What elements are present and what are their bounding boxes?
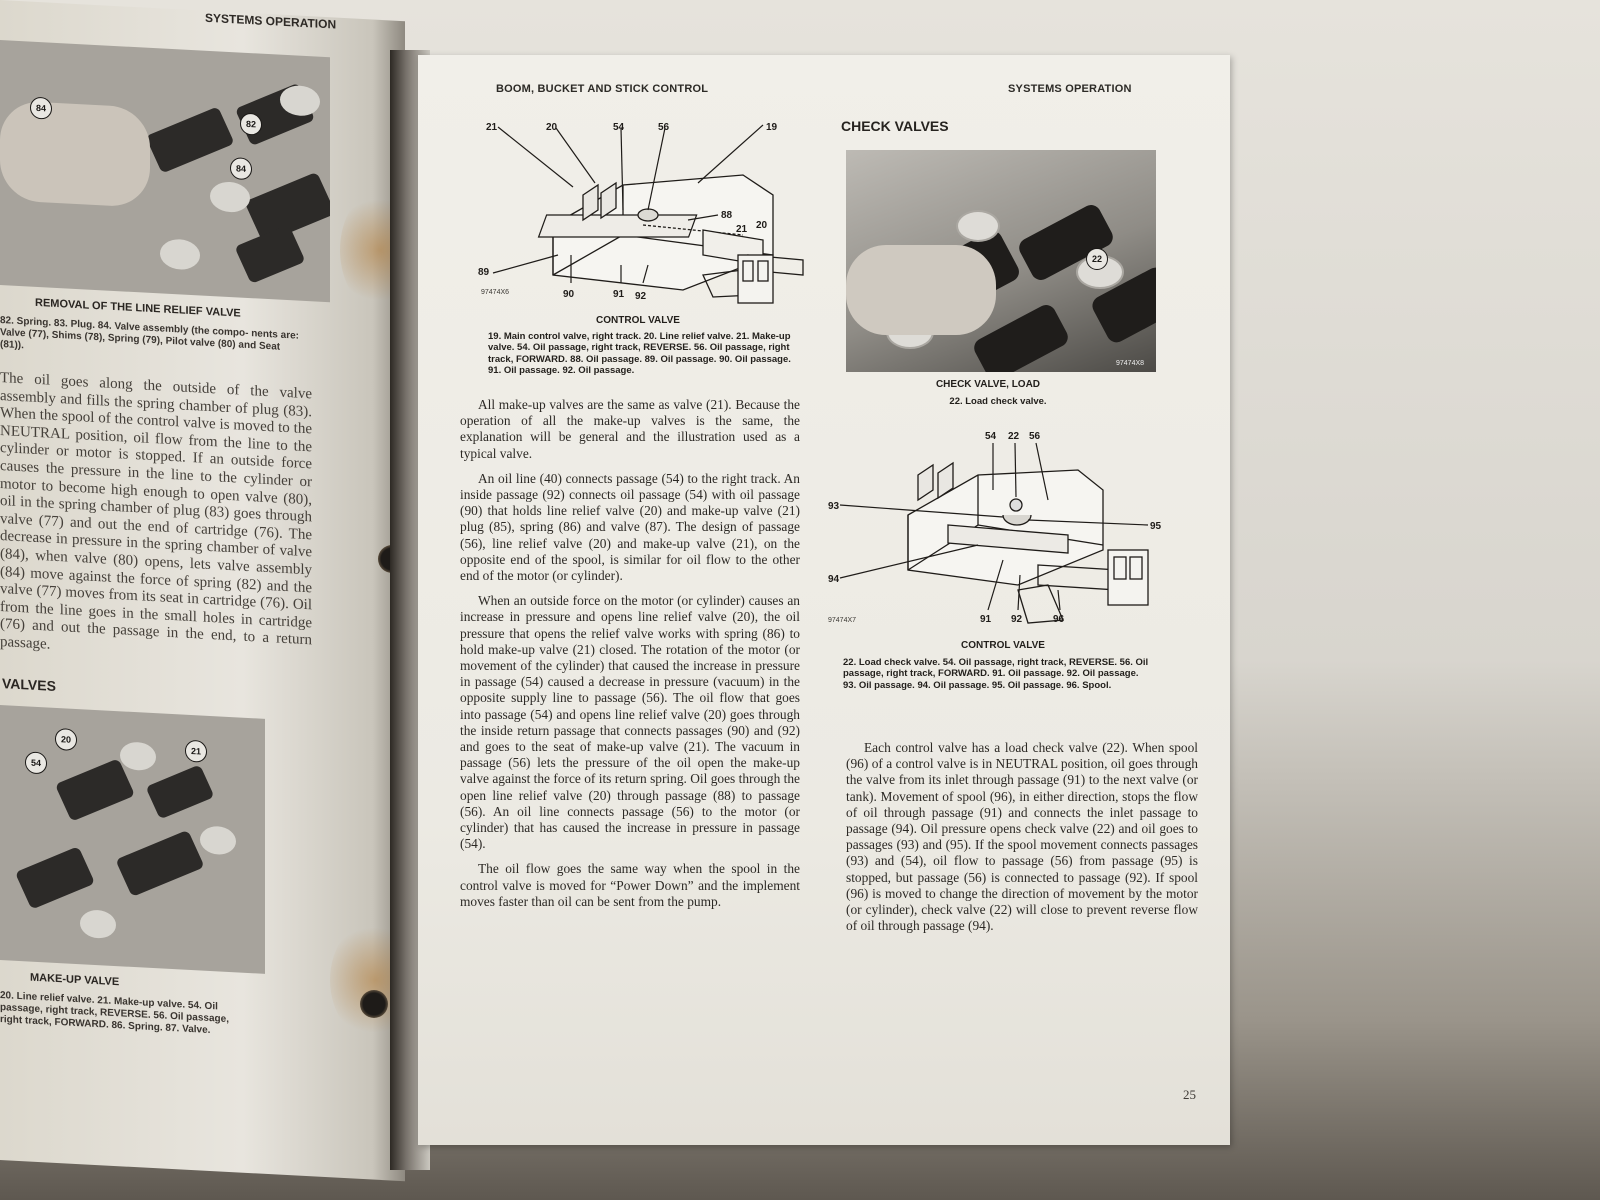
paragraph: When an outside force on the motor (or cylinder) causes an increase in pressure and opens line relief valve (20), the oil pressure that opens the relief valve works with spring (86) to hold make-up valve (21) closed. The rotation of the motor (or movement of the cylinder) that caused the increase in pressure in passage (54) caused a decrease in pressure (vacuum) in the opposite supply line to passage (56). The oil flow that goes into passage (54) and opens line relief valve (20) goes through the inside return passage that connects passages (90) and (92) and goes to the seat of make-up valve (21). The vacuum in passage (56) lets the pressure of the oil open the make-up valve against the force of its return spring. Oil goes through the open line relief valve (20) through passage (88) to passage (56). An oil line connects passage (56) to the motor (or cylinder) that has caused the increase in pressure in passage (54). (460, 593, 800, 852)
fig2-label-95: 95 (1150, 521, 1162, 532)
fig2-label-54: 54 (985, 431, 997, 442)
fig2-caption: 22. Load check valve. 54. Oil passage, right track, REVERSE. 56. Oil passage, right track, FORWARD. 91. Oil passage. 92. Oil passage. 93. Oil passage. 94. Oil passage. 95. Oil passage. 96. Spool. (843, 657, 1149, 691)
photo-title: CHECK VALVE, LOAD (935, 379, 1041, 390)
relief-valve-removal-photo (0, 40, 330, 302)
paragraph: The oil flow goes the same way when the spool in the control valve is moved for “Power Down” and the implement moves faster than oil can be sent from the pump. (460, 861, 800, 909)
fig1-label-19: 19 (766, 122, 778, 133)
fig1-label-21b: 21 (736, 224, 748, 235)
fig2-label-92: 92 (1011, 614, 1023, 625)
paragraph: An oil line (40) connects passage (54) to the right track. An inside passage (92) connects oil passage (54) with oil passage (90) that holds line relief valve (20) and make-up valve (21) plug (85), spring (86) and valve (87). The design of passage (56), line relief valve (20) and make-up valve (21), on the opposite end of the spool, is similar for oil flow to the other end of the motor (or cylinder). (460, 470, 800, 584)
control-valve-figure-1 (473, 115, 833, 375)
fig1-label-20: 20 (546, 122, 558, 133)
fig1-title: CONTROL VALVE (596, 315, 680, 326)
left-page-header: SYSTEMS OPERATION (205, 10, 337, 32)
photo-caption: 22. Load check valve. (949, 396, 1047, 407)
left-body-text: The oil goes along the outside of the valve assembly and fills the spring chamber of plug (83). When the spool of the control valve is moved to the NEUTRAL position, oil flow from the line to the cylinder or motor is stopped. If an outside force causes the pressure in the line to the cylinder or motor to become high enough to open valve (80), oil in the spring chamber of plug (83) goes through valve (77) and out the end of cartridge (76). The decrease in pressure in the spring chamber of valve (84), when valve (80) opens, lets valve assembly (84) move against the force of spring (82) and the valve (77) moves from its seat in cartridge (76). Oil from the line goes in the small holes in cartridge (76) and out the passage in the end, to a return passage. (0, 370, 312, 653)
fig2-label-94: 94 (828, 574, 840, 585)
callout-20: 20 (55, 728, 77, 751)
fig1-caption: 19. Main control valve, right track. 20. Line relief valve. 21. Make-up valve. 54. Oil passage, right track, REVERSE. 56. Oil passage, right track, FORWARD. 88. Oil passage. 89. Oil passage. 90. Oil passage. 91. Oil passage. 92. Oil passage. (488, 331, 791, 377)
running-header-right: SYSTEMS OPERATION (1008, 83, 1132, 95)
fig2-label-22: 22 (1008, 431, 1020, 442)
left-fig1-caption: 82. Spring. 83. Plug. 84. Valve assembly (the compo- nents are: Valve (77), Shims (78), Spring (79), Pilot valve (80) and Seat (81)). (0, 315, 299, 353)
fig1-id: 97474X6 (481, 289, 510, 296)
callout-54: 54 (25, 751, 47, 774)
fig1-label-92: 92 (635, 291, 647, 302)
fig1-label-20b: 20 (756, 220, 768, 231)
fig1-label-89: 89 (478, 267, 490, 278)
body-column-right (846, 740, 1198, 943)
paragraph: Each control valve has a load check valve (22). When spool (96) of a control valve is in NEUTRAL position, oil goes through the valve from its inlet through passage (91) to the next valve (or tank). Movement of spool (96), in either direction, stops the flow of oil through passage (91) and connects the inlet passage to passage (94). Oil pressure opens check valve (22) and oil goes to passages (93) and (95). If the spool movement connects passages (93) and (54), oil flow to passage (56) from passage (95) is stopped, but passage (56) is connected to passage (92). If spool (96) is moved to change the direction of movement by the motor (or cylinder), check valve (22) will close to prevent reverse flow of oil through passage (94). (846, 740, 1198, 934)
callout-22: 22 (1086, 248, 1108, 270)
section-title-check-valves: CHECK VALVES (841, 118, 949, 134)
fig1-label-56: 56 (658, 122, 670, 133)
control-valve-diagram-1 (473, 115, 833, 315)
callout-21: 21 (185, 740, 207, 763)
left-section-title: VALVES (2, 675, 56, 694)
page-number: 25 (1183, 1087, 1196, 1102)
photo-id: 97474X8 (1116, 360, 1145, 367)
fig1-label-54: 54 (613, 122, 625, 133)
fig2-id: 97474X7 (828, 617, 857, 624)
load-check-valve-photo (846, 150, 1156, 372)
paragraph: All make-up valves are the same as valve (21). Because the operation of all the make-up valves is the same, the explanation will be general and the illustration used as a typical valve. (460, 397, 800, 461)
binder-hole-bottom (360, 990, 388, 1018)
make-up-valve-photo (0, 705, 265, 974)
fig2-label-93: 93 (828, 501, 840, 512)
fig2-label-91: 91 (980, 614, 992, 625)
fig1-label-21: 21 (486, 122, 498, 133)
fig1-label-91: 91 (613, 289, 625, 300)
control-valve-diagram-2 (828, 425, 1178, 640)
callout-84-a: 84 (30, 97, 52, 120)
callout-84-b: 84 (230, 157, 252, 180)
callout-82: 82 (240, 113, 262, 136)
right-page (418, 55, 1230, 1145)
fig2-label-96: 96 (1053, 614, 1065, 625)
body-column-left (460, 397, 800, 919)
fig2-label-56: 56 (1029, 431, 1041, 442)
fig1-label-90: 90 (563, 289, 575, 300)
left-fig2-title: MAKE-UP VALVE (30, 971, 120, 989)
control-valve-figure-2 (828, 425, 1178, 715)
left-fig2-caption: 20. Line relief valve. 21. Make-up valve. 54. Oil passage, right track, REVERSE. 56. Oil passage, right track, FORWARD. 86. Spring. 87. Valve. (0, 990, 229, 1037)
left-fig1-title: REMOVAL OF THE LINE RELIEF VALVE (35, 296, 241, 320)
fig1-label-88: 88 (721, 210, 733, 221)
fig2-title: CONTROL VALVE (961, 640, 1045, 651)
running-header-left: BOOM, BUCKET AND STICK CONTROL (496, 83, 709, 95)
